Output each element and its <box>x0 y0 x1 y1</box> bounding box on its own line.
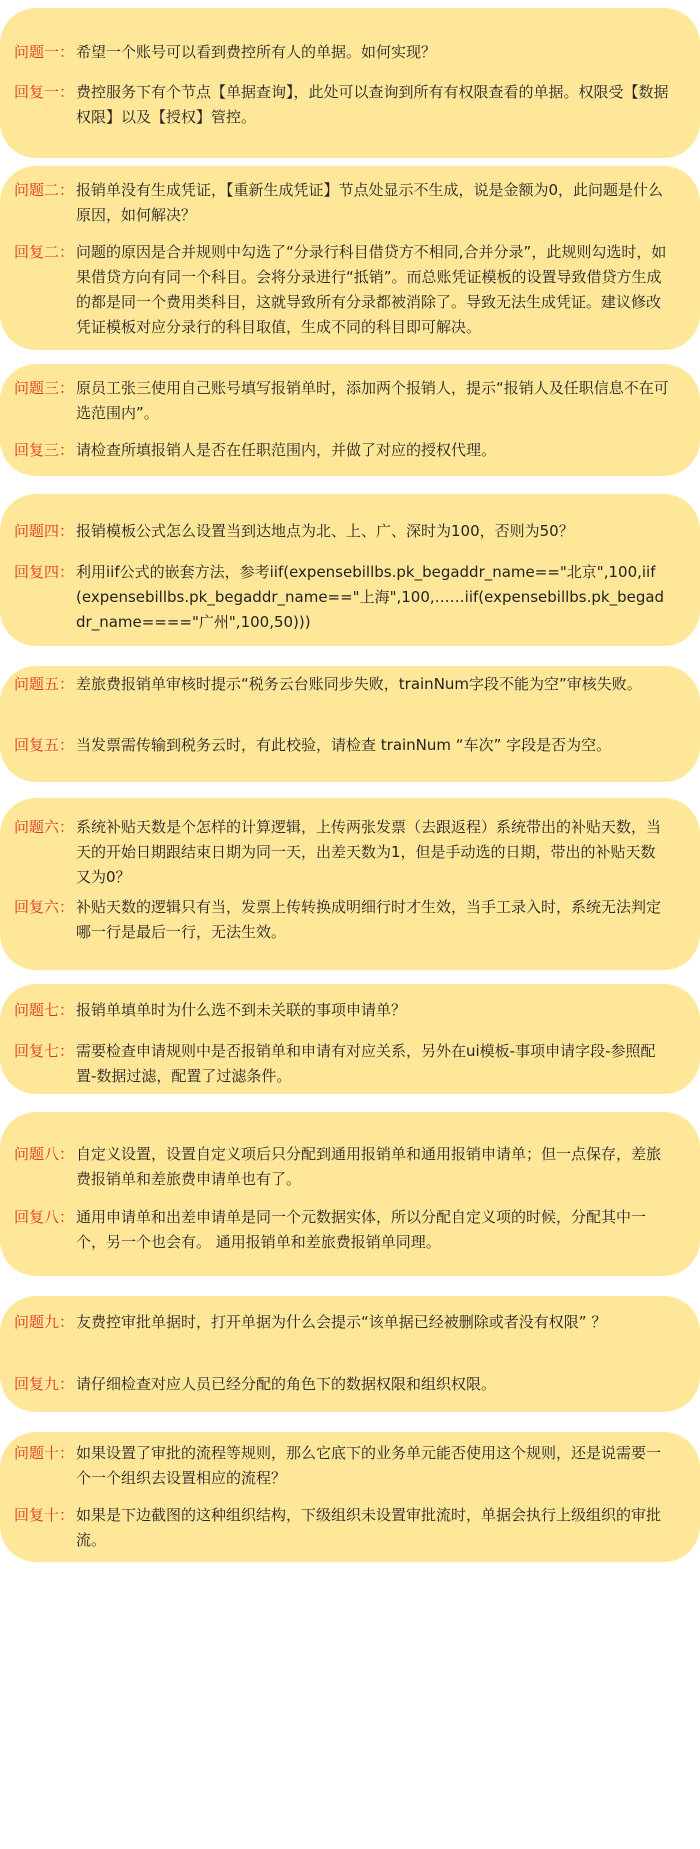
question-label: 问题三： <box>14 379 75 397</box>
answer-text: 通用申请单和出差申请单是同一个元数据实体，所以分配自定义项的时候，分配其中一个，另一个也会有。 通用报销单和差旅费报销单同理。 <box>76 1208 647 1251</box>
answer-row <box>14 240 670 340</box>
question-label: 问题六： <box>14 818 75 836</box>
answer-label: 回复二： <box>14 243 75 261</box>
answer-row <box>14 1372 670 1397</box>
question-row <box>14 1310 670 1335</box>
question-row <box>14 376 670 426</box>
question-label: 问题九： <box>14 1313 75 1331</box>
answer-label: 回复八： <box>14 1208 75 1226</box>
answer-label: 回复九： <box>14 1375 75 1393</box>
question-text: 希望一个账号可以看到费控所有人的单据。如何实现？ <box>76 43 437 61</box>
question-row <box>14 672 670 697</box>
question-text: 如果设置了审批的流程等规则，那么它底下的业务单元能否使用这个规则，还是说需要一个一个组织去设置相应的流程？ <box>76 1444 662 1487</box>
answer-row <box>14 733 670 758</box>
question-label: 问题一： <box>14 43 75 61</box>
answer-row <box>14 1503 670 1553</box>
answer-text: 当发票需传输到税务云时，有此校验，请检查 trainNum “车次” 字段是否为空。 <box>76 736 612 754</box>
question-label: 问题五： <box>14 675 75 693</box>
answer-label: 回复七： <box>14 1042 75 1060</box>
answer-label: 回复六： <box>14 898 75 916</box>
answer-row <box>14 560 670 635</box>
question-row <box>14 1441 670 1491</box>
answer-text: 问题的原因是合并规则中勾选了“分录行科目借贷方不相同,合并分录”，此规则勾选时，如果借贷方向有同一个科目。会将分录进行“抵销”。而总账凭证模板的设置导致借贷方生成的都是同一个费用类科目，这就导致所有分录都被消除了。导致无法生成凭证。建议修改凭证模板对应分录行的科目取值，生成不同的科目即可解决。 <box>76 243 667 336</box>
question-row <box>14 815 670 890</box>
question-text: 报销模板公式怎么设置当到达地点为北、上、广、深时为100，否则为50？ <box>76 522 574 540</box>
question-label: 问题十： <box>14 1444 75 1462</box>
answer-row <box>14 1205 670 1255</box>
question-text: 原员工张三使用自己账号填写报销单时，添加两个报销人，提示“报销人及任职信息不在可选范围内”。 <box>76 379 669 422</box>
answer-label: 回复十： <box>14 1506 75 1524</box>
answer-text: 如果是下边截图的这种组织结构，下级组织未设置审批流时，单据会执行上级组织的审批流。 <box>76 1506 662 1549</box>
question-row <box>14 40 670 65</box>
answer-text: 请仔细检查对应人员已经分配的角色下的数据权限和组织权限。 <box>76 1375 497 1393</box>
question-text: 自定义设置，设置自定义项后只分配到通用报销单和通用报销申请单；但一点保存，差旅费报销单和差旅费申请单也有了。 <box>76 1145 662 1188</box>
question-label: 问题八： <box>14 1145 75 1163</box>
question-text: 友费控审批单据时，打开单据为什么会提示“该单据已经被删除或者没有权限” ？ <box>76 1313 607 1331</box>
answer-label: 回复三： <box>14 441 75 459</box>
answer-label: 回复五： <box>14 736 75 754</box>
answer-row <box>14 80 670 130</box>
question-label: 问题七： <box>14 1001 75 1019</box>
answer-text: 利用iif公式的嵌套方法，参考iif(expensebillbs.pk_begaddr_name=="北京",100,iif(expensebillbs.pk_begaddr_name=="上海",100,……iif(expensebillbs.pk_begaddr_name===="广州",100,50))) <box>76 563 665 631</box>
question-row <box>14 1142 670 1192</box>
question-text: 系统补贴天数是个怎样的计算逻辑，上传两张发票（去跟返程）系统带出的补贴天数，当天的开始日期跟结束日期为同一天，出差天数为1，但是手动选的日期，带出的补贴天数又为0？ <box>76 818 662 886</box>
answer-text: 需要检查申请规则中是否报销单和申请有对应关系，另外在ui模板-事项申请字段-参照配置-数据过滤，配置了过滤条件。 <box>76 1042 656 1085</box>
question-text: 报销单没有生成凭证，【重新生成凭证】节点处显示不生成，说是金额为0，此问题是什么原因，如何解决？ <box>76 181 664 224</box>
question-text: 差旅费报销单审核时提示“税务云台账同步失败，trainNum字段不能为空”审核失败。 <box>76 675 642 693</box>
question-text: 报销单填单时为什么选不到未关联的事项申请单？ <box>76 1001 407 1019</box>
answer-label: 回复一： <box>14 83 75 101</box>
question-row <box>14 178 670 228</box>
answer-label: 回复四： <box>14 563 75 581</box>
question-label: 问题二： <box>14 181 75 199</box>
question-row <box>14 519 670 544</box>
answer-row <box>14 895 670 945</box>
question-row <box>14 998 670 1023</box>
question-label: 问题四： <box>14 522 75 540</box>
answer-row <box>14 438 670 463</box>
answer-text: 请检查所填报销人是否在任职范围内，并做了对应的授权代理。 <box>76 441 497 459</box>
answer-row <box>14 1039 670 1089</box>
answer-text: 补贴天数的逻辑只有当，发票上传转换成明细行时才生效，当手工录入时，系统无法判定哪一行是最后一行，无法生效。 <box>76 898 662 941</box>
answer-text: 费控服务下有个节点【单据查询】，此处可以查询到所有有权限查看的单据。权限受【数据权限】以及【授权】管控。 <box>76 83 669 126</box>
